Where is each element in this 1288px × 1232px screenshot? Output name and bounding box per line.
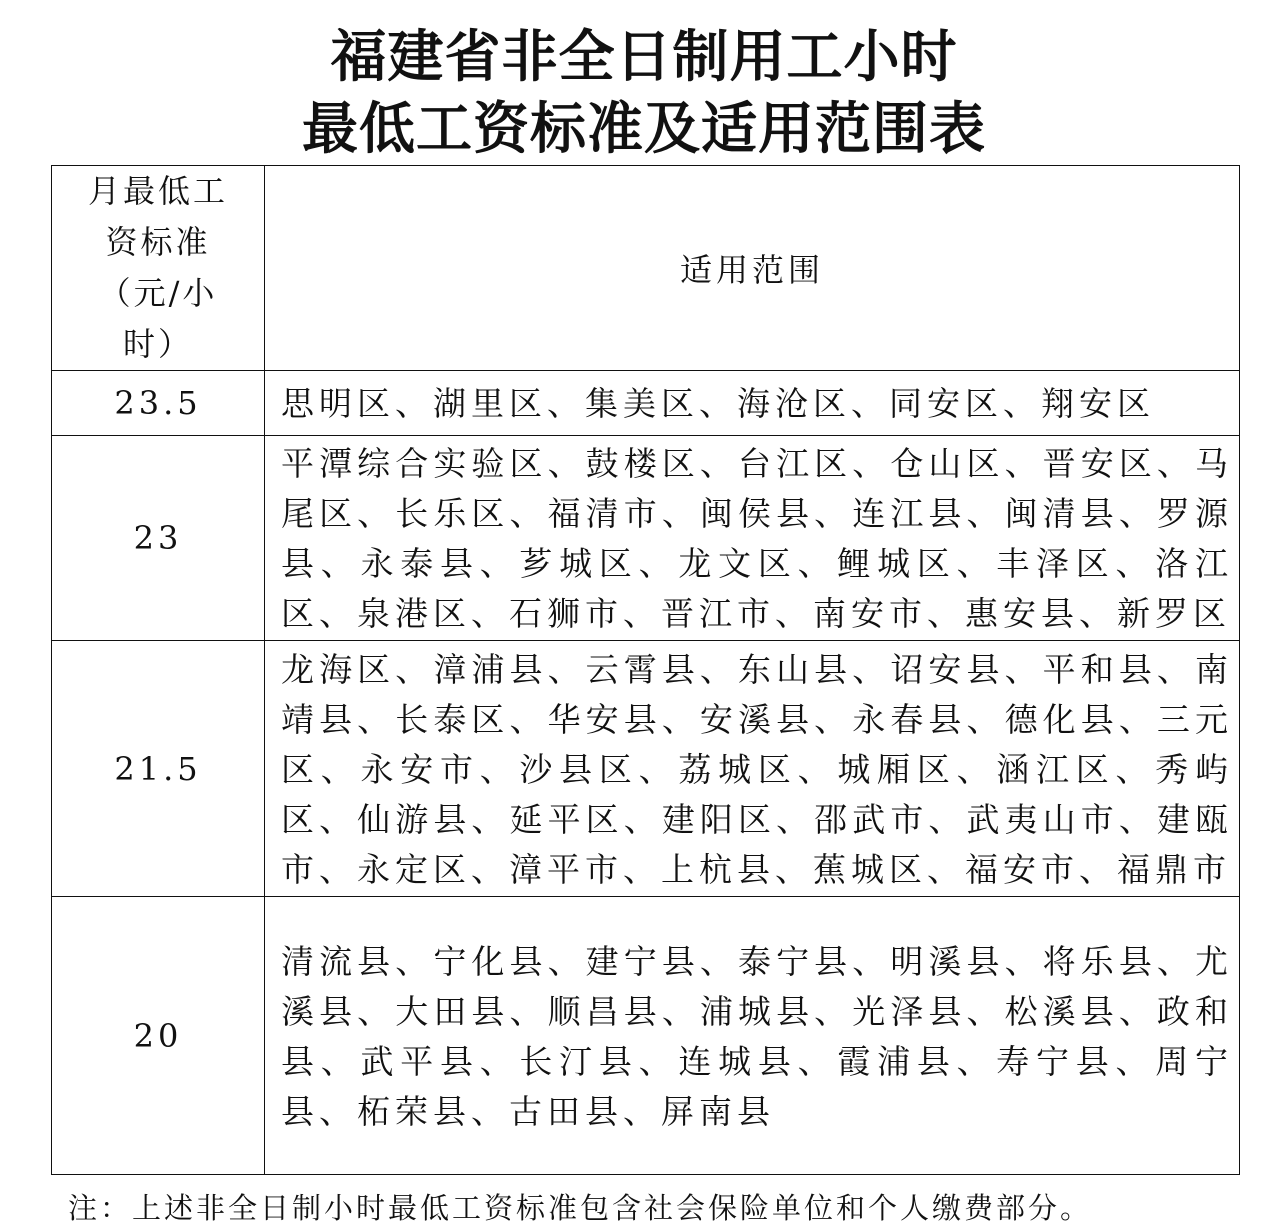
scope-list: 清流县、宁化县、建宁县、泰宁县、明溪县、将乐县、尤溪县、大田县、顺昌县、浦城县、光泽县、松溪县、政和县、武平县、长汀县、连城县、霞浦县、寿宁县、周宁县、柘荣县、古田县、屏南县 bbox=[265, 897, 1240, 1175]
wage-value: 20 bbox=[52, 897, 265, 1175]
header-wage-line: （元/小 bbox=[98, 274, 218, 312]
wage-value: 23 bbox=[52, 436, 265, 641]
table-row bbox=[52, 371, 1240, 436]
header-wage-line: 资标准 bbox=[105, 223, 211, 261]
footnote: 注：上述非全日制小时最低工资标准包含社会保险单位和个人缴费部分。 bbox=[68, 1191, 1093, 1225]
wage-value: 23.5 bbox=[52, 371, 265, 436]
header-wage-line: 时） bbox=[122, 325, 193, 363]
title-line-2: 最低工资标准及适用范围表 bbox=[302, 97, 986, 162]
scope-list: 平潭综合实验区、鼓楼区、台江区、仓山区、晋安区、马尾区、长乐区、福清市、闽侯县、连江县、闽清县、罗源县、永泰县、芗城区、龙文区、鲤城区、丰泽区、洛江区、泉港区、石狮市、晋江市、南安市、惠安县、新罗区 bbox=[265, 436, 1240, 641]
header-wage-line: 月最低工 bbox=[87, 172, 228, 210]
header-wage-standard bbox=[52, 166, 265, 371]
table-row bbox=[52, 897, 1240, 1175]
scope-list: 思明区、湖里区、集美区、海沧区、同安区、翔安区 bbox=[265, 371, 1240, 436]
scope-list: 龙海区、漳浦县、云霄县、东山县、诏安县、平和县、南靖县、长泰区、华安县、安溪县、永春县、德化县、三元区、永安市、沙县区、荔城区、城厢区、涵江区、秀屿区、仙游县、延平区、建阳区、邵武市、武夷山市、建瓯市、永定区、漳平市、上杭县、蕉城区、福安市、福鼎市 bbox=[265, 641, 1240, 897]
wage-standard-table bbox=[51, 165, 1240, 1175]
table-header-row bbox=[52, 166, 1240, 371]
table-row bbox=[52, 641, 1240, 897]
title-line-1: 福建省非全日制用工小时 bbox=[330, 25, 958, 90]
header-scope: 适用范围 bbox=[265, 166, 1240, 371]
wage-value: 21.5 bbox=[52, 641, 265, 897]
table-row bbox=[52, 436, 1240, 641]
